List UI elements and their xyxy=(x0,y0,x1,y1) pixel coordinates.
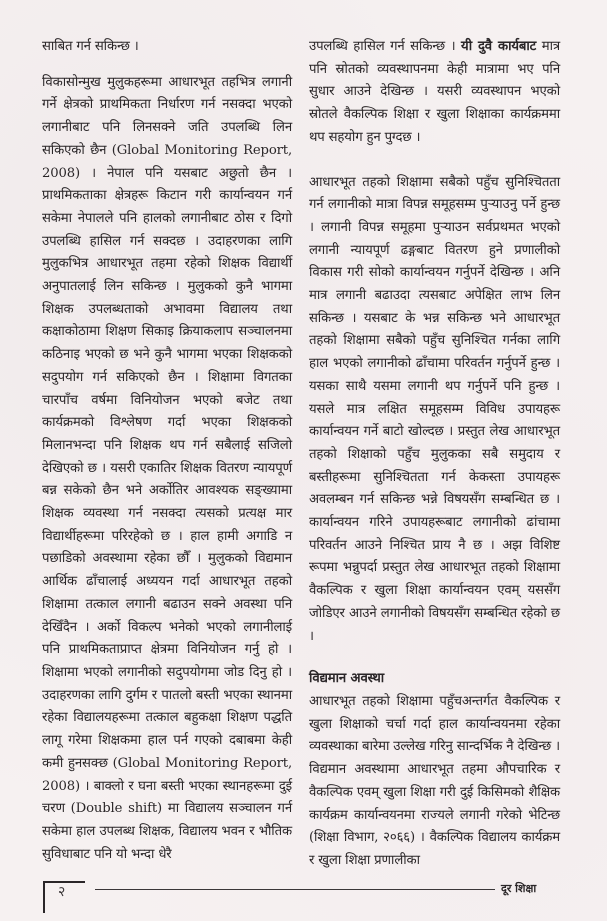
bold-text-run: यी दुवै कार्यबाट xyxy=(461,39,537,54)
text-run: मात्र पनि स्रोतको व्यवस्थापनमा केही मात्रामा भए पनि सुधार आउने देखिन्छ । यसरी व्यवस्थापन भएको स्रोतले वैकल्पिक शिक्षा र खुला शिक्षाका कार्यक्रममा थप सहयोग हुन पुग्दछ । xyxy=(309,39,561,145)
footer-rule xyxy=(95,889,495,890)
page-footer xyxy=(43,881,563,921)
paragraph-investment-priorities: विकासोन्मुख मुलुकहरूमा आधारभूत तहभित्र लगानी गर्ने क्षेत्रको प्राथमिकता निर्धारण गर्न नसक्दा भएको लगानीबाट पनि लिनसक्ने जति उपलब्धि लिन सकिएको छैन (Global Monitoring Report, 2008) । नेपाल पनि यसबाट अछुतो छैन । प्राथमिकताका क्षेत्रहरू किटान गरी कार्यान्वयन गर्न सकेमा नेपालले पनि हालको लगानीबाट ठोस र दिगो उपलब्धि हासिल गर्न सक्दछ । उदाहरणका लागि मुलुकभित्र आधारभूत तहमा रहेको शिक्षक विद्यार्थी अनुपातलाई लिन सकिन्छ । मुलुकको कुनै भागमा शिक्षक उपलब्धताको अभावमा विद्यालय तथा कक्षाकोठामा शिक्षण सिकाइ क्रियाकलाप सञ्चालनमा कठिनाइ भएको छ भने कुनै भागमा भएका शिक्षकको सदुपयोग गर्न सकिएको छैन । शिक्षामा विगतका चारपाँच वर्षमा विनियोजन भएको बजेट तथा कार्यक्रमको विश्लेषण गर्दा भएका शिक्षकको मिलानभन्दा पनि शिक्षक थप गर्न सबैलाई सजिलो देखिएको छ । यसरी एकातिर शिक्षक वितरण न्यायपूर्ण बन्न सकेको छैन भने अर्कोतिर आवश्यक सङ्ख्यामा शिक्षक व्यवस्था गर्न नसक्दा त्यसको प्रत्यक्ष मार विद्यार्थीहरूमा परिरहेको छ । हाल हामी अगाडि न पछाडिको अवस्थामा रहेका छौँ । मुलुकको विद्यमान आर्थिक ढाँचालाई अध्ययन गर्दा आधारभूत तहको शिक्षामा तत्काल लगानी बढाउन सक्ने अवस्था पनि देखिँदैन । अर्को विकल्प भनेको भएको लगानीलाई पनि प्राथमिकताप्राप्त क्षेत्रमा विनियोजन गर्नु हो । शिक्षामा भएको लगानीको सदुपयोगमा जोड दिनु हो । उदाहरणका लागि दुर्गम र पातलो बस्ती भएका स्थानमा रहेका विद्यालयहरूमा तत्काल बहुकक्षा शिक्षण पद्धति लागू गरेमा शिक्षकमा हाल पर्न गएको दबाबमा केही कमी हुनसक्छ (Global Monitoring Report, 2008) । बाक्लो र घना बस्ती भएका स्थानहरूमा दुई चरण (Double shift) मा विद्यालय सञ्चालन गर्न सकेमा हाल उपलब्ध शिक्षक, विद्यालय भवन र भौतिक सुविधाबाट पनि यो भन्दा धेरै xyxy=(42,74,292,862)
paragraph-resource-management xyxy=(309,36,560,150)
paragraph-current-situation: आधारभूत तहको शिक्षामा पहुँचअन्तर्गत वैकल्पिक र खुला शिक्षाको चर्चा गर्दा हाल कार्यान्वयनमा रहेका व्यवस्थाका बारेमा उल्लेख गरिनु सान्दर्भिक नै देखिन्छ । विद्यमान अवस्थामा आधारभूत तहमा औपचारिक र वैकल्पिक एवम् खुला शिक्षा गरी दुई किसिमको शैक्षिक कार्यक्रम कार्यान्वयनमा राज्यले लगानी गरेको भेटिन्छ (शिक्षा विभाग, २०६६) । वैकल्पिक विद्यालय कार्यक्रम र खुला शिक्षा प्रणालीका xyxy=(309,693,560,868)
left-column xyxy=(42,36,292,866)
text-run: उपलब्धि हासिल गर्न सकिन्छ । xyxy=(309,39,462,54)
paragraph-access-investment: आधारभूत तहको शिक्षामा सबैको पहुँच सुनिश्चितता गर्न लगानीको मात्रा विपन्न समूहसम्म पुऱ्याउनु पर्ने हुन्छ । लगानी विपन्न समूहमा पुऱ्याउन सर्वप्रथमत भएको लगानी न्यायपूर्ण ढङ्गबाट वितरण हुने प्रणालीको विकास गरी सोको कार्यान्वयन गर्नुपर्ने देखिन्छ । अनि मात्र लगानी बढाउदा त्यसबाट अपेक्षित लाभ लिन सकिन्छ । यसबाट के भन्न सकिन्छ भने आधारभूत तहको शिक्षामा सबैको पहुँच सुनिश्चित गर्नका लागि हाल भएको लगानीको ढाँचामा परिवर्तन गर्नुपर्ने हुन्छ । यसका साथै यसमा लगानी थप गर्नुपर्ने पनि हुन्छ । यसले मात्र लक्षित समूहसम्म विविध उपायहरू कार्यान्वयन गर्ने बाटो खोल्दछ । प्रस्तुत लेख आधारभूत तहको शिक्षाको पहुँच मुलुकका सबै समुदाय र बस्तीहरूमा सुनिश्चितता गर्न केकस्ता उपायहरू अवलम्बन गर्न सकिन्छ भन्ने विषयसँग सम्बन्धित छ । कार्यान्वयन गरिने उपायहरूबाट लगानीको ढांचामा परिवर्तन आउने निश्चित प्राय नै छ । अझ विशिष्ट रूपमा भन्नुपर्दा प्रस्तुत लेख आधारभूत तहको शिक्षामा वैकल्पिक र खुला शिक्षा कार्यान्वयन एवम् यससँग जोडिएर आउने लगानीको विषयसँग सम्बन्धित रहेको छ । xyxy=(309,174,560,644)
page-number: २ xyxy=(58,883,66,900)
right-column xyxy=(309,36,560,873)
two-column-body xyxy=(42,36,560,873)
section-heading: विद्यमान अवस्था xyxy=(309,671,385,687)
continuation-paragraph: साबित गर्न सकिन्छ । xyxy=(42,39,139,54)
journal-name: दूर शिक्षा xyxy=(501,881,537,895)
